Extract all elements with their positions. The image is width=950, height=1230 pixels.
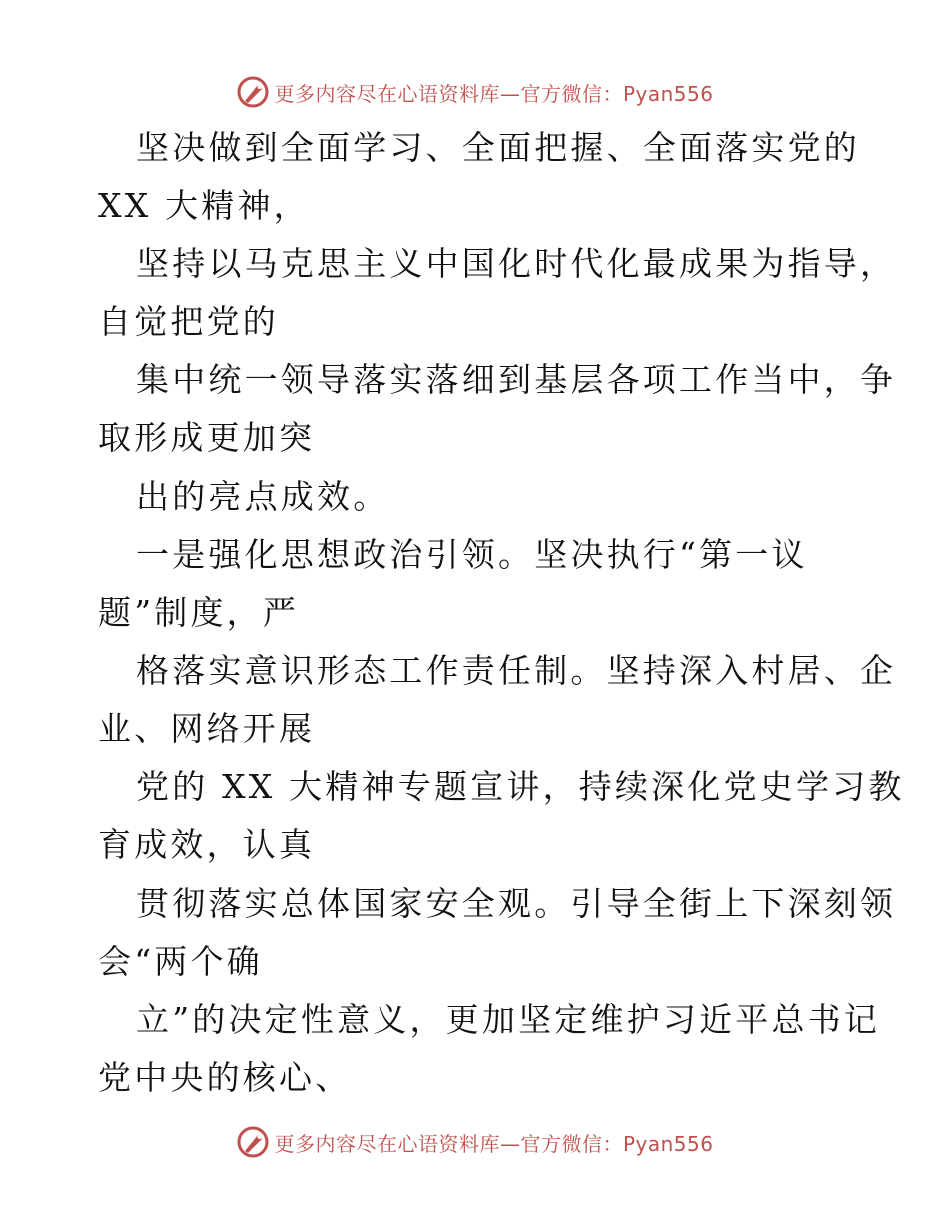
text-line: 出的亮点成效。 bbox=[136, 477, 390, 516]
footer-watermark bbox=[0, 1122, 950, 1162]
text-line: 一是强化思想政治引领。坚决执行“第一议 bbox=[136, 535, 808, 574]
text-line: 育成效，认真 bbox=[98, 825, 316, 864]
text-line: 取形成更加突 bbox=[98, 418, 316, 457]
text-line: 格落实意识形态工作责任制。坚持深入村居、企 bbox=[136, 651, 897, 690]
text-line: 坚持以马克思主义中国化时代化最成果为指导， bbox=[136, 244, 897, 283]
watermark-text: 更多内容尽在心语资料库—官方微信：Pyan556 bbox=[274, 1131, 714, 1156]
text-line: 党中央的核心、 bbox=[98, 1058, 352, 1097]
text-line: 自觉把党的 bbox=[98, 302, 279, 341]
pen-nib-logo-icon bbox=[236, 1125, 270, 1159]
text-line: 党的 XX 大精神专题宣讲，持续深化党史学习教 bbox=[136, 767, 905, 806]
text-line: 立”的决定性意义，更加坚定维护习近平总书记 bbox=[136, 1000, 881, 1039]
text-line: 集中统一领导落实落细到基层各项工作当中，争 bbox=[136, 360, 897, 399]
watermark-text: 更多内容尽在心语资料库—官方微信：Pyan556 bbox=[274, 81, 714, 106]
text-line: 题”制度，严 bbox=[98, 593, 300, 632]
text-line: 贯彻落实总体国家安全观。引导全街上下深刻领 bbox=[136, 884, 897, 923]
text-line: 业、网络开展 bbox=[98, 709, 316, 748]
text-line: 坚决做到全面学习、全面把握、全面落实党的 bbox=[136, 128, 860, 167]
text-line: 会“两个确 bbox=[98, 942, 263, 981]
text-line: XX 大精神， bbox=[98, 186, 310, 225]
